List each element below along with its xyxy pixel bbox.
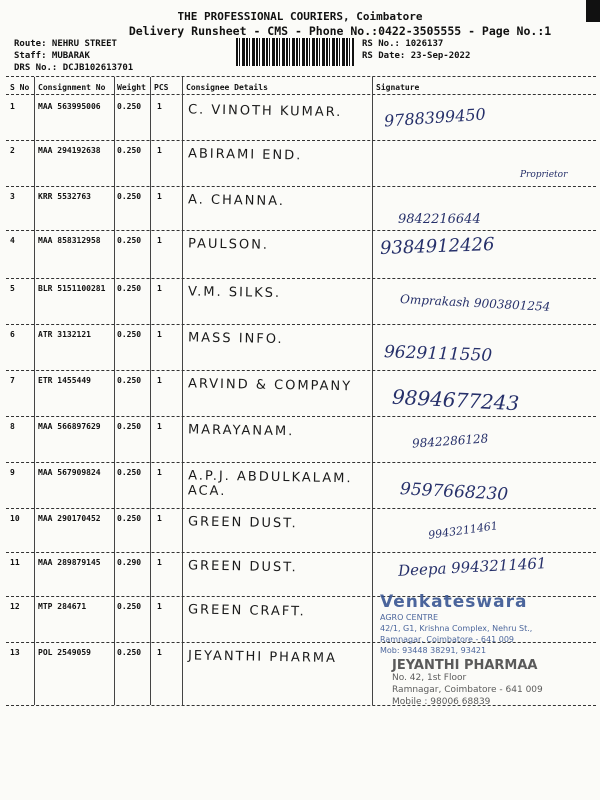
drs-number: DRS No.: DCJB102613701	[14, 63, 134, 73]
row-consignment-no: ETR 1455449	[38, 376, 91, 385]
row-weight: 0.250	[117, 376, 142, 385]
row-weight: 0.250	[117, 422, 142, 431]
row-consignee: MASS INFO.	[187, 330, 284, 348]
row-pcs: 1	[157, 192, 162, 201]
row-consignment-no: MAA 566897629	[38, 422, 101, 431]
row-sno: 3	[10, 192, 15, 201]
row-consignment-no: MAA 290170452	[38, 514, 101, 523]
stamp-line: 42/1, G1, Krishna Complex, Nehru St.,	[380, 624, 533, 633]
row-pcs: 1	[157, 330, 162, 339]
row-divider	[6, 230, 596, 231]
rs-date: RS Date: 23-Sep-2022	[362, 51, 471, 61]
row-divider	[6, 324, 596, 325]
stamp-line: Mobile : 98006 68839	[392, 697, 491, 707]
row-pcs: 1	[157, 422, 162, 431]
row-sno: 4	[10, 236, 15, 245]
row-weight: 0.250	[117, 102, 142, 111]
stamp-name: JEYANTHI PHARMAA	[392, 658, 538, 673]
signature-9: 9597668230	[399, 479, 509, 505]
row-weight: 0.250	[117, 468, 142, 477]
row-pcs: 1	[157, 146, 162, 155]
col-header-consignment: Consignment No	[38, 83, 106, 92]
col-header-weight: Weight	[117, 83, 146, 92]
row-consignee: JEYANTHI PHARMA	[187, 648, 338, 667]
row-sno: 7	[10, 376, 15, 385]
header-bottom-rule	[6, 94, 596, 95]
row-consignee: ABIRAMI END.	[187, 146, 303, 164]
route-label: Route: NEHRU STREET	[14, 39, 117, 49]
row-consignment-no: BLR 5151100281	[38, 284, 106, 293]
row-consignee: C. VINOTH KUMAR.	[187, 102, 343, 121]
row-consignee: A. CHANNA.	[187, 192, 286, 210]
row-sno: 12	[10, 602, 20, 611]
row-weight: 0.250	[117, 602, 142, 611]
runsheet-title: Delivery Runsheet - CMS - Phone No.:0422-3505555 - Page No.:1	[128, 24, 552, 38]
row-divider	[6, 552, 596, 553]
stamp-line: No. 42, 1st Floor	[392, 673, 467, 683]
row-consignee: GREEN DUST.	[187, 558, 298, 576]
row-consignment-no: ATR 3132121	[38, 330, 91, 339]
row-sno: 6	[10, 330, 15, 339]
stamp-name: Venkateswara	[380, 592, 528, 612]
col-header-signature: Signature	[376, 83, 420, 92]
row-weight: 0.250	[117, 284, 142, 293]
row-divider	[6, 508, 596, 509]
row-pcs: 1	[157, 602, 162, 611]
meta-left	[14, 38, 133, 74]
signature-4: 9384912426	[379, 234, 495, 259]
row-consignment-no: POL 2549059	[38, 648, 91, 657]
header-top-rule	[6, 76, 596, 77]
row-pcs: 1	[157, 102, 162, 111]
signature-7: 9894677243	[391, 384, 520, 416]
row-consignee: GREEN DUST.	[187, 514, 298, 532]
row-pcs: 1	[157, 376, 162, 385]
signature-6: 9629111550	[383, 342, 493, 366]
row-divider	[6, 278, 596, 279]
col-header-pcs: PCS	[154, 83, 169, 92]
row-consignee: MARAYANAM.	[187, 422, 295, 440]
row-consignment-no: MAA 858312958	[38, 236, 101, 245]
row-consignment-no: KRR 5532763	[38, 192, 91, 201]
row-consignee: GREEN CRAFT.	[187, 602, 306, 620]
row-weight: 0.250	[117, 192, 142, 201]
row-consignment-no: MTP 284671	[38, 602, 87, 611]
row-sno: 10	[10, 514, 20, 523]
col-rule	[150, 77, 151, 705]
row-consignment-no: MAA 289879145	[38, 558, 101, 567]
col-header-consignee: Consignee Details	[186, 83, 268, 92]
signature-10: 9943211461	[427, 519, 499, 542]
row-pcs: 1	[157, 284, 162, 293]
row-sno: 13	[10, 648, 20, 657]
row-divider	[6, 140, 596, 141]
stamp-line: Ramnagar, Coimbatore - 641 009	[380, 635, 515, 644]
row-divider	[6, 186, 596, 187]
row-weight: 0.250	[117, 146, 142, 155]
row-weight: 0.250	[117, 514, 142, 523]
col-rule	[114, 77, 115, 705]
row-pcs: 1	[157, 558, 162, 567]
row-consignee: V.M. SILKS.	[187, 284, 282, 302]
col-header-sno: S No	[10, 83, 30, 92]
row-sno: 5	[10, 284, 15, 293]
col-rule	[34, 77, 35, 705]
row-divider	[6, 416, 596, 417]
stamp-line: Ramnagar, Coimbatore - 641 009	[392, 685, 543, 695]
row-pcs: 1	[157, 648, 162, 657]
col-rule	[182, 77, 183, 705]
row-sno: 8	[10, 422, 15, 431]
row-consignee: PAULSON.	[187, 236, 270, 253]
signature-11: Deepa 9943211461	[397, 554, 547, 580]
signature-8: 9842286128	[411, 431, 489, 451]
col-rule	[372, 77, 373, 705]
row-sno: 11	[10, 558, 20, 567]
row-weight: 0.250	[117, 236, 142, 245]
row-divider	[6, 462, 596, 463]
row-pcs: 1	[157, 236, 162, 245]
row-consignee: ARVIND & COMPANY	[187, 376, 353, 395]
row-sno: 9	[10, 468, 15, 477]
staff-label: Staff: MUBARAK	[14, 51, 90, 61]
signature-2: Proprietor	[520, 170, 568, 180]
rs-number: RS No.: 1026137	[362, 39, 444, 49]
signature-1: 9788399450	[383, 104, 487, 131]
row-divider	[6, 370, 596, 371]
barcode	[236, 38, 354, 66]
row-sno: 1	[10, 102, 15, 111]
row-consignment-no: MAA 567909824	[38, 468, 101, 477]
company-title: THE PROFESSIONAL COURIERS, Coimbatore	[177, 10, 423, 23]
row-sno: 2	[10, 146, 15, 155]
stamp-line: Mob: 93448 38291, 93421	[380, 646, 487, 655]
signature-5: Omprakash 9003801254	[399, 292, 551, 314]
row-weight: 0.290	[117, 558, 142, 567]
row-consignee: A.P.J. ABDULKALAM. ACA.	[187, 468, 353, 500]
row-pcs: 1	[157, 468, 162, 477]
jeyanthi-stamp	[392, 660, 543, 708]
row-consignment-no: MAA 563995006	[38, 102, 101, 111]
row-weight: 0.250	[117, 648, 142, 657]
row-pcs: 1	[157, 514, 162, 523]
stamp-sub: AGRO CENTRE	[380, 613, 439, 622]
row-consignment-no: MAA 294192638	[38, 146, 101, 155]
row-weight: 0.250	[117, 330, 142, 339]
signature-3: 9842216644	[398, 212, 481, 227]
meta-right	[362, 38, 470, 62]
